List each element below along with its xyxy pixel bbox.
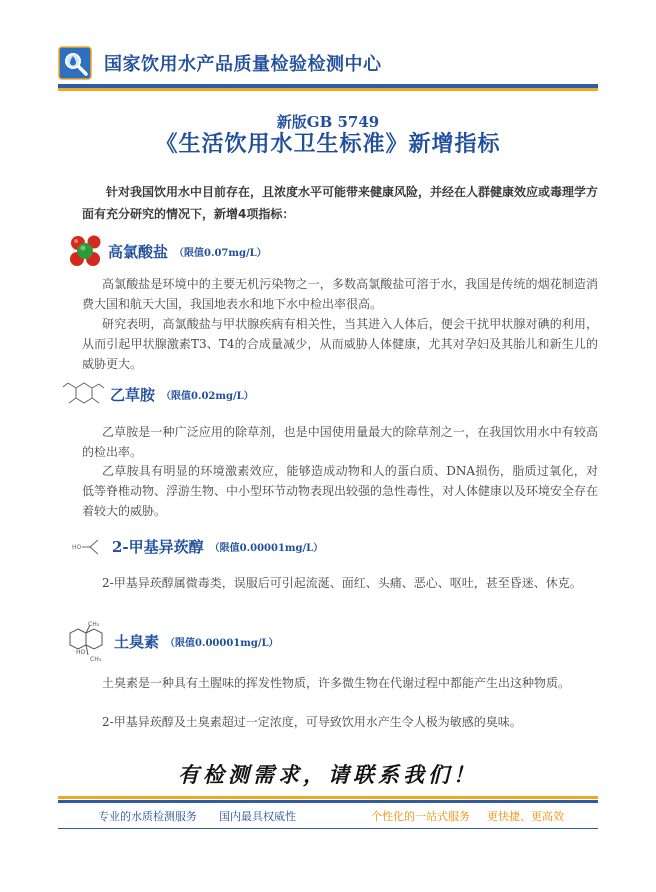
footer-slogan-authority: 国内最具权威性: [219, 810, 296, 823]
acetochlor-structure-icon: [62, 379, 106, 409]
section-name: 高氯酸盐: [108, 242, 169, 261]
section-paragraph: 土臭素是一种具有土腥味的挥发性物质，许多微生物在代谢过程中都能产生出这种物质。: [102, 676, 571, 690]
section-paragraph: 2-甲基异莰醇及土臭素超过一定浓度，可导致饮用水产生令人极为敏感的臭味。: [102, 715, 522, 729]
section-paragraph: 高氯酸盐是环境中的主要无机污染物之一，多数高氯酸盐可溶于水，我国是传统的烟花制造消费大国和航天大国，我国地表水和地下水中检出率很高。: [82, 277, 598, 311]
section-name: 2-甲基异莰醇: [112, 537, 204, 556]
svg-text:HO: HO: [72, 544, 82, 551]
page-title: 《生活饮用水卫生标准》新增指标: [155, 131, 501, 157]
footer-slogan-one-stop: 个性化的一站式服务: [371, 810, 470, 823]
footer-slogan-professional: 专业的水质检测服务: [98, 810, 197, 823]
perchlorate-molecule-icon: [66, 234, 104, 268]
section-heading-acetochlor: [62, 379, 254, 409]
footer-divider-blue: [58, 800, 598, 803]
section-heading-geosmin: [64, 621, 279, 663]
standard-subtitle: 新版GB 5749: [276, 113, 380, 131]
section-paragraph: 乙草胺具有明显的环境激素效应，能够造成动物和人的蛋白质、DNA损伤，脂质过氧化，对低等脊椎动物、浮游生物、中小型环节动物表现出较强的急性毒性，对人体健康以及环境安全存在着较大的威胁。: [82, 464, 599, 518]
geosmin-structure-icon: [64, 619, 110, 663]
methylisoborneol-structure-icon: [72, 534, 108, 558]
section-limit: （限值0.02mg/L）: [161, 390, 254, 402]
svg-text:CH₃: CH₃: [90, 656, 102, 663]
section-limit: （限值0.00001mg/L）: [165, 637, 279, 649]
section-heading-perchlorate: [66, 236, 267, 266]
magnifier-water-drop-icon: [58, 46, 92, 80]
section-limit: （限值0.07mg/L）: [174, 247, 267, 259]
footer-bottom-line: [58, 828, 598, 829]
contact-call-to-action: 有检测需求，请联系我们！: [178, 762, 478, 787]
section-paragraph: 研究表明，高氯酸盐与甲状腺疾病有相关性，当其进入人体后，便会干扰甲状腺对碘的利用，从而引起甲状腺激素T3、T4的合成量减少，从而威胁人体健康，尤其对孕妇及其胎儿和新生儿的威胁更大。: [82, 317, 598, 371]
org-name: 国家饮用水产品质量检验检测中心: [104, 54, 382, 75]
svg-text:CH₃: CH₃: [88, 621, 100, 628]
footer-slogan-efficient: 更快捷、更高效: [487, 810, 564, 823]
section-name: 乙草胺: [110, 385, 156, 404]
page-header: [0, 0, 656, 92]
section-name: 土臭素: [114, 632, 160, 651]
footer-divider-gold: [58, 796, 598, 799]
intro-paragraph: 针对我国饮用水中目前存在，且浓度水平可能带来健康风险，并经在人群健康效应或毒理学方面有充分研究的情况下，新增4项指标：: [82, 185, 599, 221]
header-divider-gold: [58, 88, 598, 91]
section-limit: （限值0.00001mg/L）: [209, 542, 324, 554]
svg-text:HO: HO: [76, 649, 86, 656]
section-paragraph: 乙草胺是一种广泛应用的除草剂，也是中国使用量最大的除草剂之一，在我国饮用水中有较高的检出率。: [82, 425, 598, 459]
section-paragraph: 2-甲基异莰醇属微毒类，误服后可引起流涎、面红、头痛、恶心、呕吐，甚至昏迷、休克。: [102, 576, 582, 590]
section-heading-2-methylisoborneol: [72, 531, 323, 561]
